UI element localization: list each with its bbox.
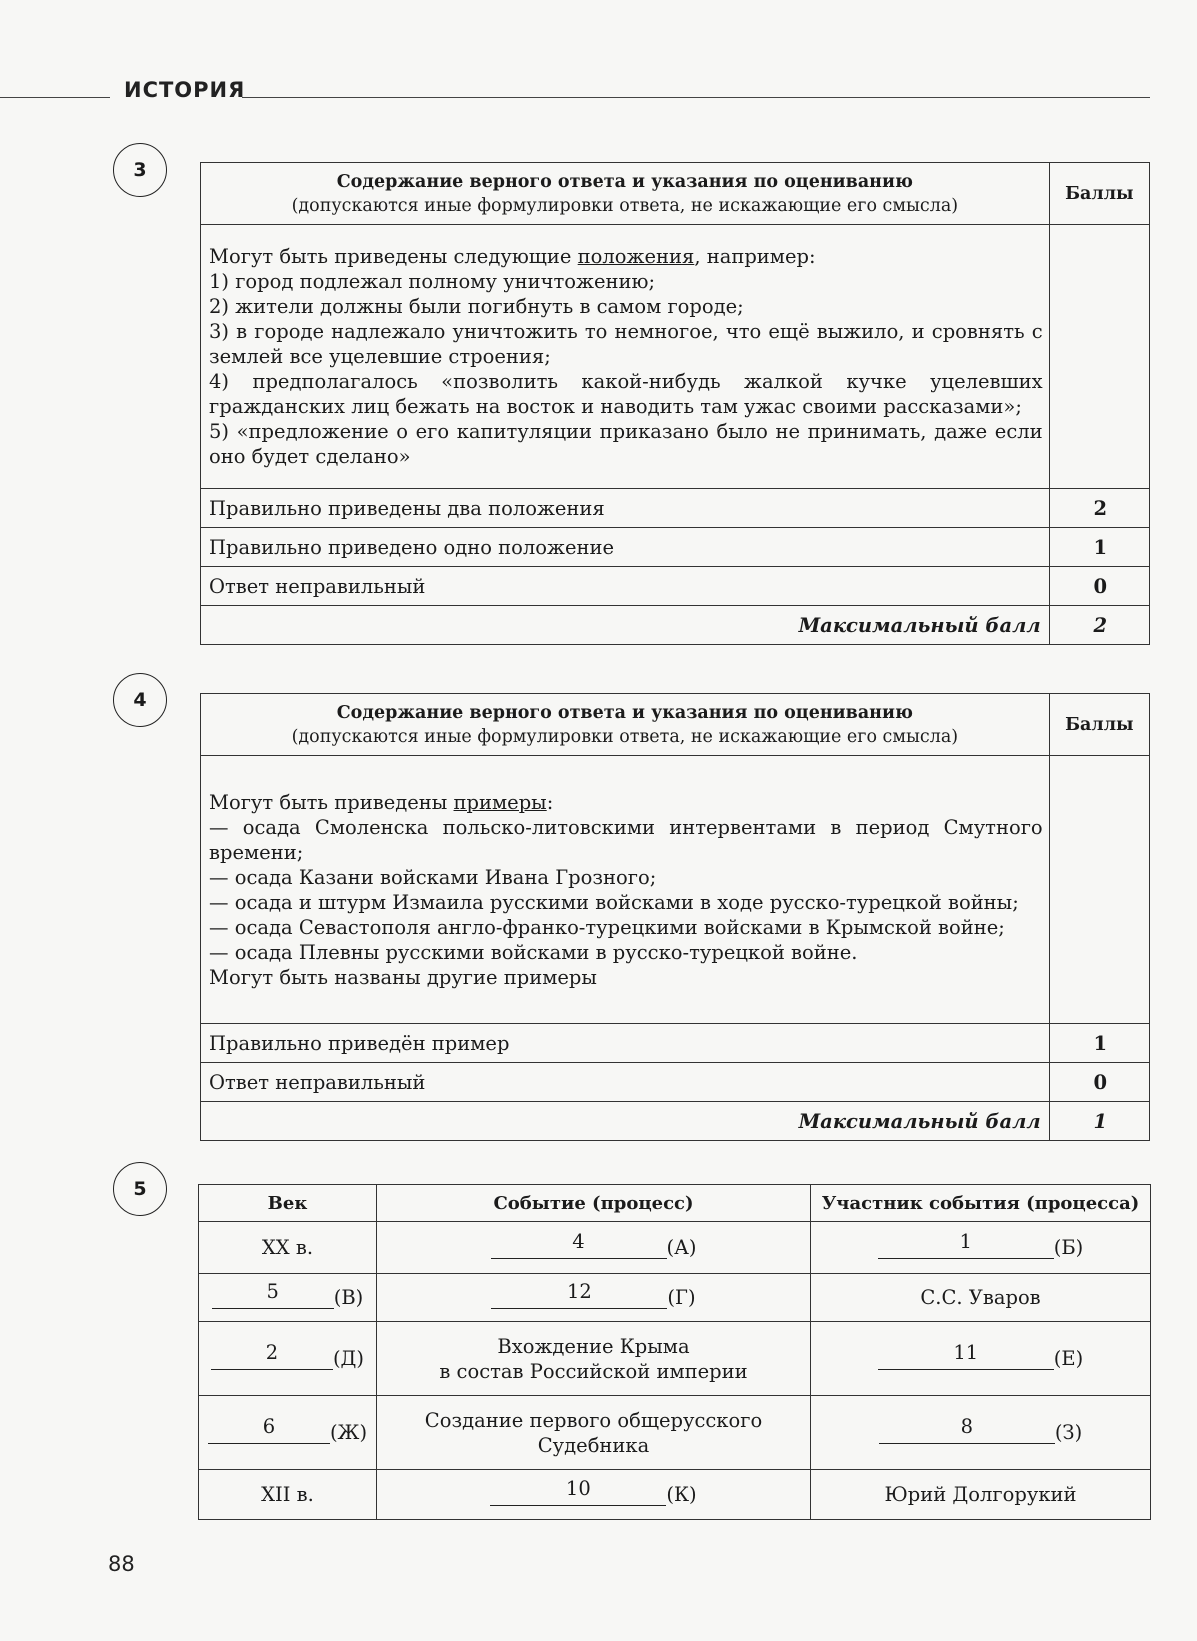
- q5-century-answer: 5 (В): [199, 1274, 377, 1322]
- table-row: [199, 1470, 1151, 1520]
- q4-answer-content: [201, 756, 1050, 1024]
- q5-participant-answer: 11 (Е): [811, 1322, 1151, 1396]
- q5-participant: С.С. Уваров: [811, 1274, 1151, 1322]
- q3-item: 5) «предложение о его капитуляции приказано было не принимать, даже если оно будет сделано»: [209, 420, 1043, 468]
- q3-criterion-score: 2: [1049, 489, 1149, 528]
- page-number: 88: [108, 1552, 135, 1576]
- question-4-number: 4: [113, 673, 167, 727]
- q5-answer-table: [198, 1184, 1151, 1520]
- q3-max-value: 2: [1049, 606, 1149, 645]
- q3-header-score: Баллы: [1049, 163, 1149, 225]
- header-rule-left: [0, 97, 110, 98]
- table-row: [199, 1396, 1151, 1470]
- question-5-number: 5: [113, 1162, 167, 1216]
- q5-century-answer: 2 (Д): [199, 1322, 377, 1396]
- q4-header-score: Баллы: [1049, 694, 1149, 756]
- table-row: [199, 1222, 1151, 1274]
- q4-answer-score-empty: [1049, 756, 1149, 1024]
- q4-item: — осада и штурм Измаила русскими войсками в ходе русско-турецкой войны;: [209, 890, 1019, 914]
- q5-event-answer: 10 (К): [377, 1470, 811, 1520]
- q4-item: — осада Казани войсками Ивана Грозного;: [209, 865, 657, 889]
- q5-event: Создание первого общерусского Судебника: [377, 1396, 811, 1470]
- q4-criterion: Ответ неправильный: [201, 1063, 1050, 1102]
- q3-item: 1) город подлежал полному уничтожению;: [209, 270, 656, 293]
- q3-answer-content: [201, 225, 1050, 489]
- q5-event-answer: 4 (А): [377, 1222, 811, 1274]
- q3-item: 2) жители должны были погибнуть в самом городе;: [209, 295, 744, 318]
- q4-criterion-score: 0: [1049, 1063, 1149, 1102]
- q4-item: — осада Смоленска польско-литовскими интервентами в период Смутного времени;: [209, 815, 1043, 864]
- section-title: ИСТОРИЯ: [124, 78, 246, 102]
- q5-column-header: Событие (процесс): [377, 1185, 811, 1222]
- header-rule-right: [242, 97, 1150, 98]
- q5-participant-answer: 8 (З): [811, 1396, 1151, 1470]
- q3-item: 3) в городе надлежало уничтожить то немногое, что ещё выжило, и сровнять с землей все уцелевшие строения;: [209, 320, 1043, 368]
- q3-max-label: Максимальный балл: [201, 606, 1050, 645]
- q3-criterion-score: 0: [1049, 567, 1149, 606]
- q5-column-header: Век: [199, 1185, 377, 1222]
- table-row: [199, 1322, 1151, 1396]
- q4-max-label: Максимальный балл: [201, 1102, 1050, 1141]
- q3-criterion: Правильно приведены два положения: [201, 489, 1050, 528]
- q3-criterion: Правильно приведено одно положение: [201, 528, 1050, 567]
- q5-event: Вхождение Крыма в состав Российской империи: [377, 1322, 811, 1396]
- q4-intro: Могут быть приведены примеры:: [209, 790, 554, 814]
- q3-scoring-table: [200, 162, 1150, 645]
- q3-header-content: Содержание верного ответа и указания по оцениванию (допускаются иные формулировки ответа, не искажающие его смысла): [201, 163, 1050, 225]
- q4-header-content: Содержание верного ответа и указания по оцениванию (допускаются иные формулировки ответа, не искажающие его смысла): [201, 694, 1050, 756]
- q4-criterion-score: 1: [1049, 1024, 1149, 1063]
- q5-century-answer: 6 (Ж): [199, 1396, 377, 1470]
- q3-criterion-score: 1: [1049, 528, 1149, 567]
- q4-criterion: Правильно приведён пример: [201, 1024, 1050, 1063]
- q3-criterion: Ответ неправильный: [201, 567, 1050, 606]
- q4-scoring-table: [200, 693, 1150, 1141]
- q5-century: XII в.: [199, 1470, 377, 1520]
- q3-item: 4) предполагалось «позволить какой-нибудь жалкой кучке уцелевших гражданских лиц бежать на восток и наводить там ужас своими рассказами»;: [209, 370, 1043, 418]
- q5-column-header: Участник события (процесса): [811, 1185, 1151, 1222]
- q5-participant: Юрий Долгорукий: [811, 1470, 1151, 1520]
- q4-item: — осада Плевны русскими войсками в русско-турецкой войне.: [209, 940, 858, 964]
- q3-answer-score-empty: [1049, 225, 1149, 489]
- q4-item: — осада Севастополя англо-франко-турецкими войсками в Крымской войне;: [209, 915, 1005, 939]
- q4-outro: Могут быть названы другие примеры: [209, 965, 597, 989]
- q4-max-value: 1: [1049, 1102, 1149, 1141]
- q5-participant-answer: 1 (Б): [811, 1222, 1151, 1274]
- question-3-number: 3: [113, 143, 167, 197]
- q5-event-answer: 12 (Г): [377, 1274, 811, 1322]
- table-row: [199, 1274, 1151, 1322]
- q5-century: XX в.: [199, 1222, 377, 1274]
- q3-intro: Могут быть приведены следующие положения, например:: [209, 245, 816, 268]
